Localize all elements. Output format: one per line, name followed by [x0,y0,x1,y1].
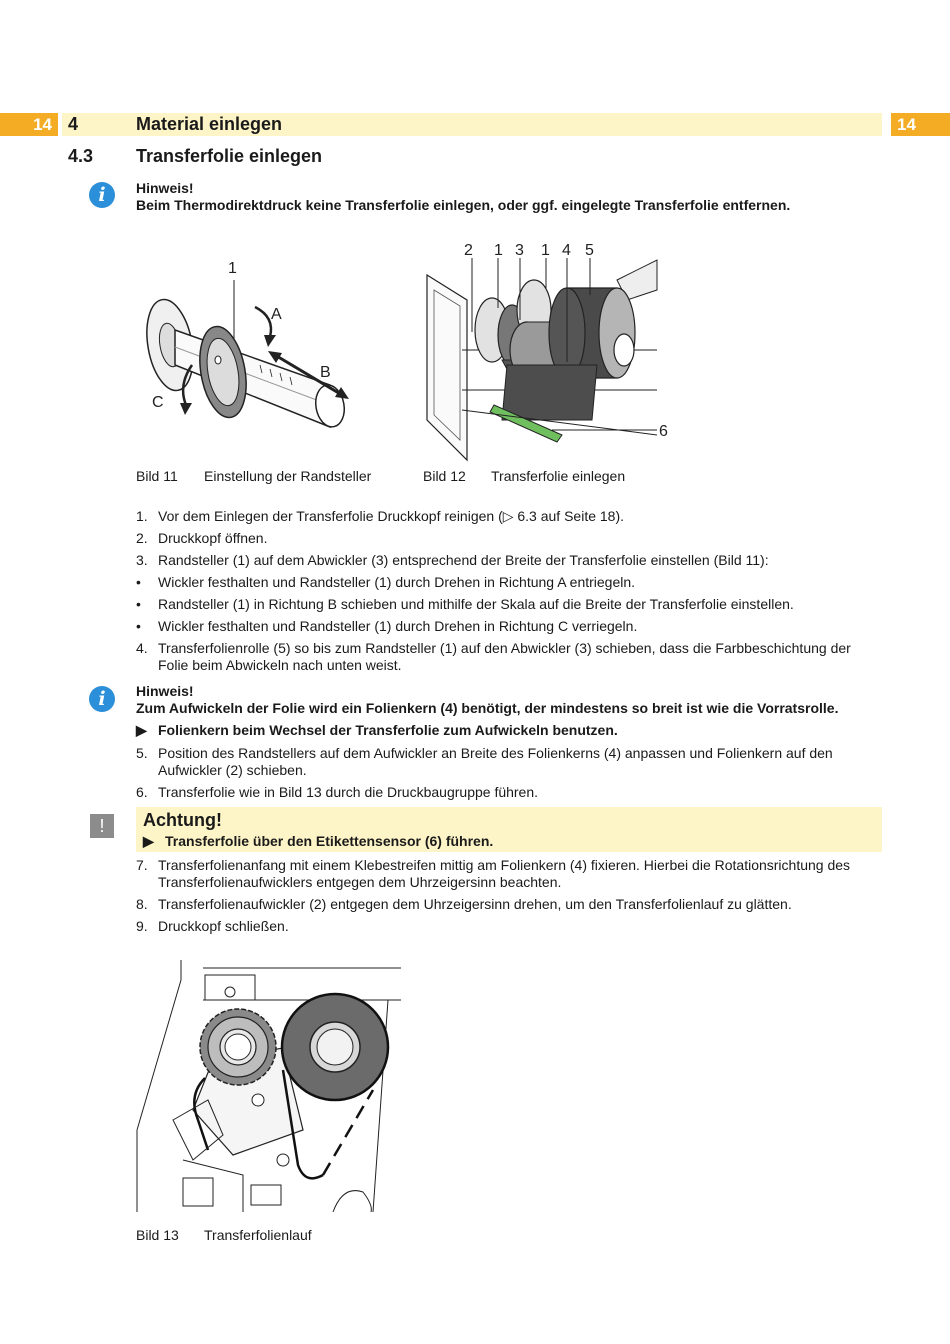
fig12-label-1b: 1 [541,242,550,259]
note-step: ▶ Folienkern beim Wechsel der Transferfolie zum Aufwickeln benutzen. [136,722,618,738]
figure-12-caption [423,468,626,484]
page-number-left: 14 [0,113,58,136]
info-icon: i [89,686,115,712]
fig12-label-3: 3 [515,242,524,259]
warning-title: Achtung! [143,810,222,830]
fig12-label-6: 6 [659,423,668,440]
figure-13-illustration [133,960,401,1212]
figure-11-illustration [130,255,370,455]
fig12-label-2: 2 [464,242,473,259]
chapter-header [62,113,882,136]
warning-icon: ! [90,814,114,838]
note-text: Zum Aufwickeln der Folie wird ein Folienkern (4) benötigt, der mindestens so breit ist wie die Vorratsrolle. [136,700,839,716]
chapter-title: Material einlegen [136,114,283,134]
fig11-label-A: A [271,306,282,323]
fig11-label-C: C [152,394,164,411]
page-number-right: 14 [891,113,950,136]
info-icon: i [89,182,115,208]
caption-text: Transferfolie einlegen [491,468,626,484]
note-text: Beim Thermodirektdruck keine Transferfolie einlegen, oder ggf. eingelegte Transferfolie entfernen. [136,197,791,213]
ribbon-path-drawing [133,960,401,1212]
note-block [136,180,790,214]
note-title: Hinweis! [136,180,194,196]
warning-box [136,807,882,852]
caption-number: Bild 13 [136,1227,179,1243]
section-number: 4.3 [68,146,94,166]
section-title: Transferfolie einlegen [136,146,323,166]
fig11-label-B: B [320,364,331,381]
chapter-number: 4 [68,114,79,134]
warning-step: ▶ Transferfolie über den Etikettensensor (6) führen. [143,833,494,849]
figure-13-caption [136,1227,312,1243]
fig12-label-4: 4 [562,242,571,259]
caption-text: Transferfolienlauf [204,1227,312,1243]
fig12-label-5: 5 [585,242,594,259]
fig12-label-1a: 1 [494,242,503,259]
note-title: Hinweis! [136,683,194,699]
edge-adjuster-drawing [130,255,370,455]
note-block [136,683,882,739]
caption-number: Bild 11 [136,468,178,484]
ribbon-loading-drawing [422,240,677,462]
figure-12-illustration [422,240,677,462]
fig11-label-1: 1 [228,260,237,277]
figure-11-caption [136,468,372,484]
caption-text: Einstellung der Randsteller [204,468,372,484]
caption-number: Bild 12 [423,468,466,484]
